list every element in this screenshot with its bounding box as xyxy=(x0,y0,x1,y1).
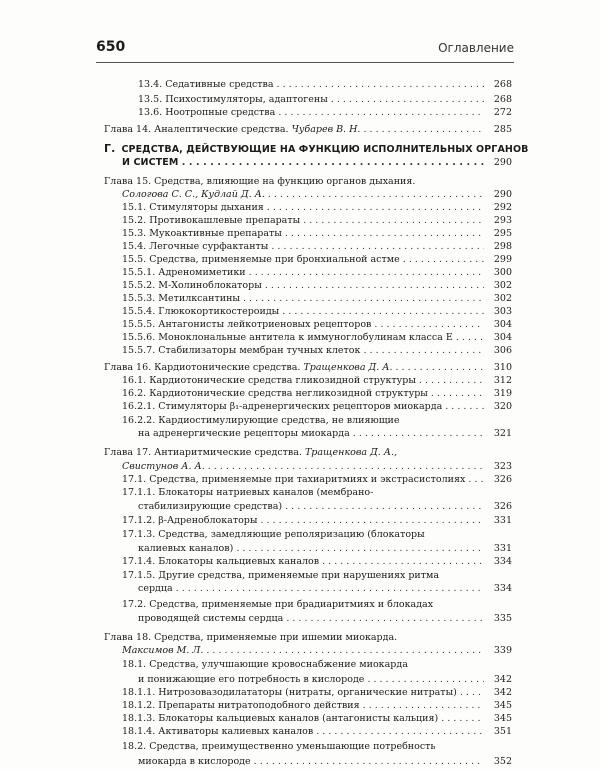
toc-line: 17.2. Средства, применяемые при брадиаритмиях и блокадах xyxy=(122,599,434,610)
toc-line: калиевых каналов) . . . 331 xyxy=(0,542,600,556)
toc-line: 18.1.4. Активаторы калиевых каналов . . . 351 xyxy=(0,725,600,739)
toc-line: на адренергические рецепторы миокарда . . . 321 xyxy=(0,427,600,441)
toc-line: 18.1.2. Препараты нитратоподобного действия . . . 345 xyxy=(0,699,600,713)
toc-line: 15.5.4. Глюкокортикостероиды . . . 303 xyxy=(0,305,600,319)
page-header xyxy=(96,38,514,63)
toc-line: 13.5. Психостимуляторы, адаптогены . . . 268 xyxy=(0,93,600,107)
toc-line: 15.5.1. Адреномиметики . . . 300 xyxy=(0,266,600,280)
toc-chapter: Сологова С. С., Кудлай Д. А. . . . 290 xyxy=(0,188,600,202)
toc-line: 17.1.5. Другие средства, применяемые при нарушениях ритма xyxy=(122,570,440,581)
toc-line: миокарда в кислороде . . . 352 xyxy=(0,755,600,769)
toc-line: проводящей системы сердца . . . 335 xyxy=(0,612,600,626)
toc-line: 13.4. Седативные средства . . . 268 xyxy=(0,78,600,92)
toc-line: 15.5.5. Антагонисты лейкотриеновых рецепторов . . . 304 xyxy=(0,318,600,332)
toc-chapter: Глава 14. Аналептические средства. Чубарев В. Н. . . . 285 xyxy=(0,123,600,137)
toc-part-heading: И СИСТЕМ . . . 290 xyxy=(0,156,600,170)
toc-line: сердца . . . 334 xyxy=(0,582,600,596)
toc-line: 13.6. Ноотропные средства . . . 272 xyxy=(0,106,600,120)
toc-chapter: Свистунов А. А. . . . 323 xyxy=(0,460,600,474)
toc-line: стабилизирующие средства) . . . 326 xyxy=(0,500,600,514)
toc-line: и понижающие его потребность в кислороде . . . 342 xyxy=(0,673,600,687)
toc-line: 16.1. Кардиотонические средства гликозидной структуры . . . 312 xyxy=(0,374,600,388)
toc-line: 15.5.3. Метилксантины . . . 302 xyxy=(0,292,600,306)
toc-line: 18.1.1. Нитрозовазодилататоры (нитраты, органические нитраты) . . . 342 xyxy=(0,686,600,700)
toc-chapter: Глава 15. Средства, влияющие на функцию органов дыхания. xyxy=(104,176,416,187)
toc-line: 17.1. Средства, применяемые при тахиаритмиях и экстрасистолиях . . . 326 xyxy=(0,473,600,487)
toc-chapter: Глава 16. Кардиотонические средства. Тращенкова Д. А. . . . 310 xyxy=(0,361,600,375)
toc-line: 17.1.2. β-Адреноблокаторы . . . 331 xyxy=(0,514,600,528)
toc-line: 15.1. Стимуляторы дыхания . . . 292 xyxy=(0,201,600,215)
toc-line: 16.2.1. Стимуляторы β₁-адренергических рецепторов миокарда . . . 320 xyxy=(0,400,600,414)
toc-line: 15.2. Противокашлевые препараты . . . 293 xyxy=(0,214,600,228)
toc-line: 17.1.1. Блокаторы натриевых каналов (мембрано- xyxy=(122,487,374,498)
toc-line: 18.1.3. Блокаторы кальциевых каналов (антагонисты кальция) . . . 345 xyxy=(0,712,600,726)
running-title: Оглавление xyxy=(438,41,514,55)
toc-line: 15.5.2. М-Холиноблокаторы . . . 302 xyxy=(0,279,600,293)
toc-line: 15.5. Средства, применяемые при бронхиальной астме . . . 299 xyxy=(0,253,600,267)
toc-line: 15.3. Мукоактивные препараты . . . 295 xyxy=(0,227,600,241)
page-number: 650 xyxy=(96,39,126,55)
toc-line: 15.5.6. Моноклональные антитела к иммуноглобулинам класса E . . . 304 xyxy=(0,331,600,345)
toc-line: 16.2. Кардиотонические средства негликозидной структуры . . . 319 xyxy=(0,387,600,401)
toc-line: 18.1. Средства, улучшающие кровоснабжение миокарда xyxy=(122,659,408,670)
toc-chapter: Глава 17. Антиаритмические средства. Тращенкова Д. А., xyxy=(104,447,398,458)
toc-line: 18.2. Средства, преимущественно уменьшающие потребность xyxy=(122,741,436,752)
toc-line: 17.1.3. Средства, замедляющие реполяризацию (блокаторы xyxy=(122,529,425,540)
toc-chapter: Глава 18. Средства, применяемые при ишемии миокарда. xyxy=(104,632,398,643)
toc-line: 16.2.2. Кардиостимулирующие средства, не влияющие xyxy=(122,415,400,426)
toc-chapter: Максимов М. Л. . . . 339 xyxy=(0,644,600,658)
toc-line: 15.5.7. Стабилизаторы мембран тучных клеток . . . 306 xyxy=(0,344,600,358)
toc-line: 17.1.4. Блокаторы кальциевых каналов . . . 334 xyxy=(0,555,600,569)
toc-line: 15.4. Легочные сурфактанты . . . 298 xyxy=(0,240,600,254)
toc-part-heading: Г. СРЕДСТВА, ДЕЙСТВУЮЩИЕ НА ФУНКЦИЮ ИСПОЛНИТЕЛЬНЫХ ОРГАНОВ xyxy=(104,142,529,155)
